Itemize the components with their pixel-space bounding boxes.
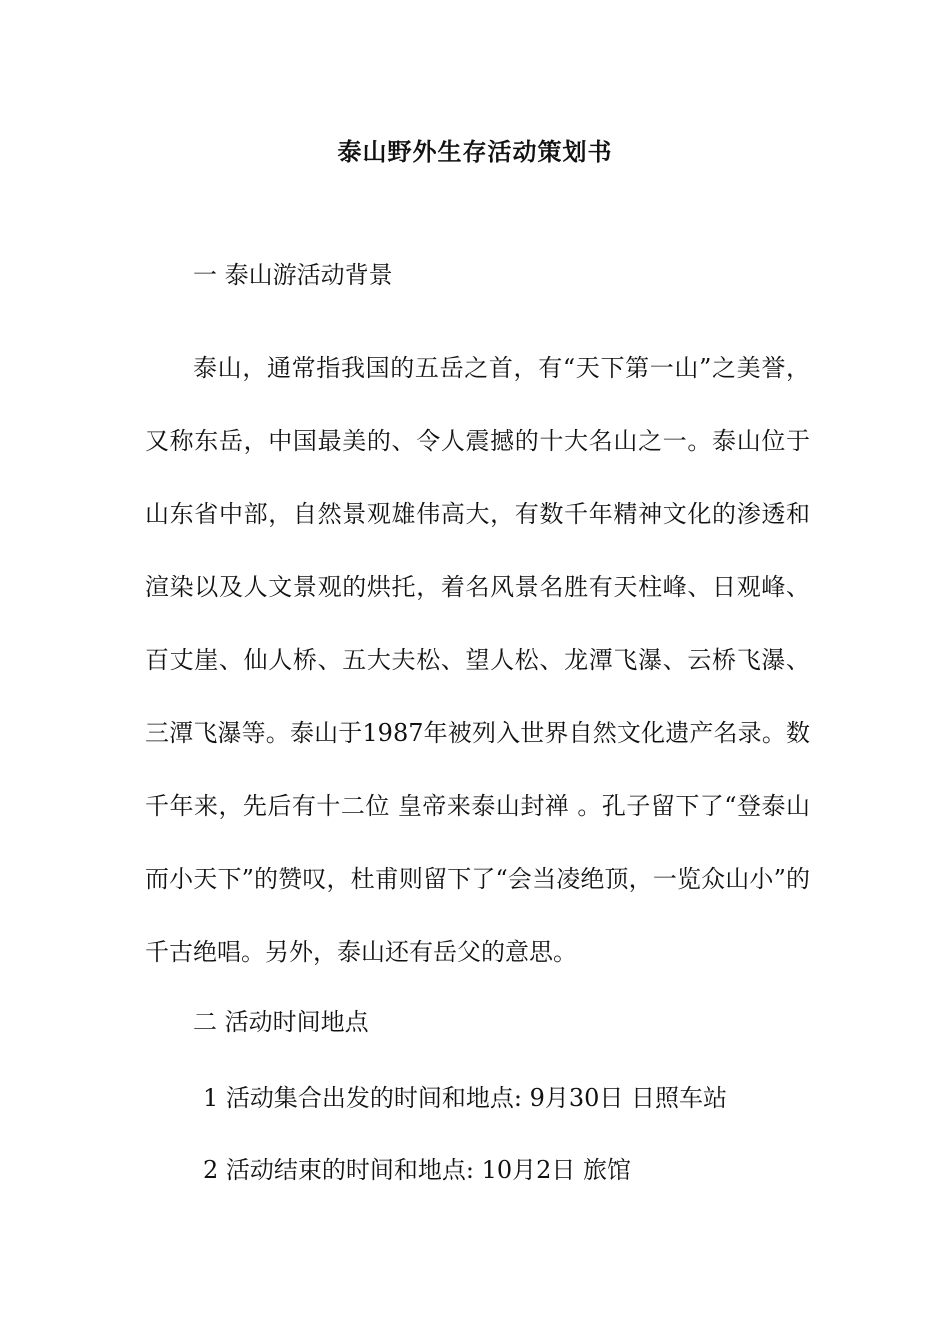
- section-heading-background: 一 泰山游活动背景: [193, 261, 393, 289]
- document-title: 泰山野外生存活动策划书: [337, 137, 613, 166]
- section-heading-time-location: 二 活动时间地点: [193, 1008, 369, 1036]
- background-paragraph: 泰山，通常指我国的五岳之首，有“天下第一山”之美誉，又称东岳，中国最美的、令人震撼的十大名山之一。泰山位于山东省中部，自然景观雄伟高大，有数千年精神文化的渗透和渲染以及人文景观的烘托，着名风景名胜有天柱峰、日观峰、百丈崖、仙人桥、五大夫松、望人松、龙潭飞瀑、云桥飞瀑、三潭飞瀑等。泰山于1987年被列入世界自然文化遗产名录。数千年来，先后有十二位 皇帝来泰山封禅 。孔子留下了“登泰山而小天下”的赞叹，杜甫则留下了“会当凌绝顶，一览众山小”的千古绝唱。另外，泰山还有岳父的意思。: [145, 354, 810, 966]
- list-item-end: 2 活动结束的时间和地点: 10月2日 旅馆: [203, 1156, 632, 1184]
- list-item-departure: 1 活动集合出发的时间和地点: 9月30日 日照车站: [203, 1084, 728, 1112]
